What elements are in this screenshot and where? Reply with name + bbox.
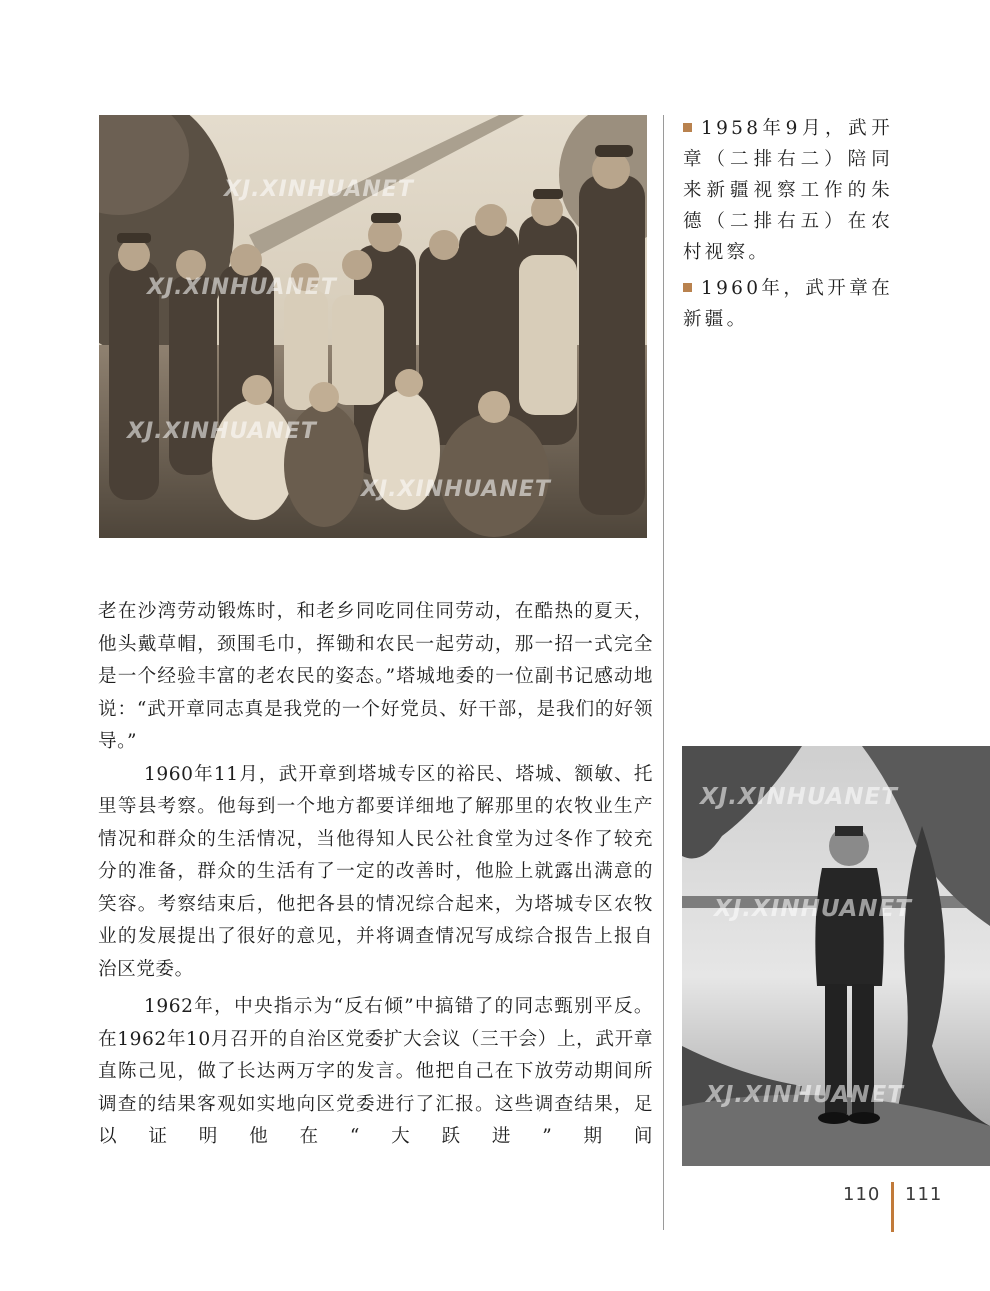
page-number-right: 111 <box>905 1184 943 1205</box>
folio-divider <box>891 1182 894 1232</box>
watermark-text: XJ.XINHUANET <box>127 419 317 444</box>
watermark-text: XJ.XINHUANET <box>700 784 898 810</box>
portrait-photo-image <box>682 746 990 1166</box>
watermark-text: XJ.XINHUANET <box>361 477 551 502</box>
watermark-text: XJ.XINHUANET <box>147 275 337 300</box>
portrait-photo <box>682 746 990 1166</box>
bullet-square-icon <box>683 283 692 292</box>
paragraph: 1960年11月，武开章到塔城专区的裕民、塔城、额敏、托里等县考察。他每到一个地方都要详细地了解那里的农牧业生产情况和群众的生活情况，当他得知人民公社食堂为过冬作了较充分的准备，群众的生活有了一定的改善时，他脸上就露出满意的笑容。考察结束后，他把各县的情况综合起来，为塔城专区农牧业的发展提出了很好的意见，并将调查情况写成综合报告上报自治区党委。 <box>98 763 653 980</box>
group-photo-image <box>99 115 647 538</box>
caption-text: 1958年9月，武开章（二排右二）陪同来新疆视察工作的朱德（二排右五）在农村视察。 <box>683 118 893 263</box>
group-photo <box>99 115 647 538</box>
caption-group-photo <box>683 113 893 268</box>
page-number-left: 110 <box>843 1184 881 1205</box>
paragraph: 1962年，中央指示为“反右倾”中搞错了的同志甄别平反。在1962年10月召开的自治区党委扩大会议（三干会）上，武开章直陈己见，做了长达两万字的发言。他把自己在下放劳动期间所调查的结果客观如实地向区党委进行了汇报。这些调查结果，足以证明他在“大跃进”期间 <box>98 996 653 1147</box>
watermark-text: XJ.XINHUANET <box>714 896 912 922</box>
paragraph: 老在沙湾劳动锻炼时，和老乡同吃同住同劳动，在酷热的夏天，他头戴草帽，颈围毛巾，挥锄和农民一起劳动，那一招一式完全是一个经验丰富的老农民的姿态。”塔城地委的一位副书记感动地说：“武开章同志真是我党的一个好党员、好干部，是我们的好领导。” <box>98 601 653 752</box>
watermark-text: XJ.XINHUANET <box>706 1082 904 1108</box>
bullet-square-icon <box>683 123 692 132</box>
body-text <box>98 596 653 1154</box>
caption-text: 1960年，武开章在新疆。 <box>683 278 893 330</box>
column-divider <box>663 115 664 1230</box>
watermark-text: XJ.XINHUANET <box>224 177 414 202</box>
caption-portrait <box>683 273 893 335</box>
photo-captions <box>683 113 893 340</box>
